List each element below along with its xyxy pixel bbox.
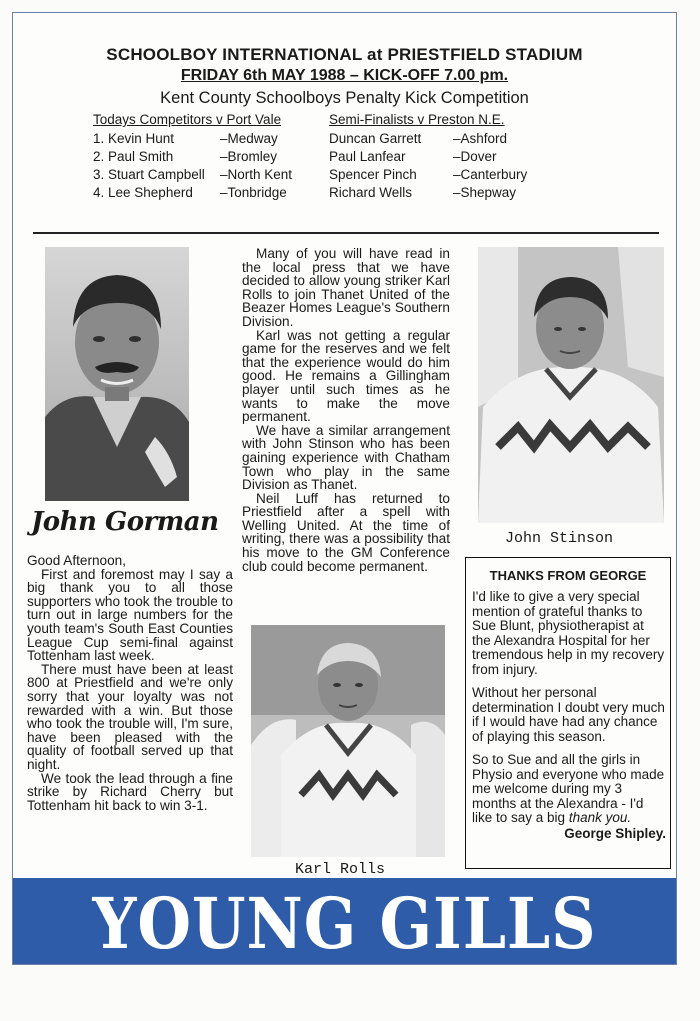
semi-finalist-name: Spencer Pinch xyxy=(329,167,417,182)
thanks-text: So to Sue and all the girls in Physio and everyone who made me welcome during my 3 months at the Alexandra - I'd like to say a big xyxy=(472,752,665,825)
competitors-heading: Todays Competitors v Port Vale xyxy=(93,112,282,127)
event-title: SCHOOLBOY INTERNATIONAL at PRIESTFIELD STADIUM xyxy=(106,45,583,64)
thanks-box xyxy=(465,557,671,869)
competitor-name: 2. Paul Smith xyxy=(93,149,174,164)
news-paragraph: Karl was not getting a regular game for the reserves and we felt that the experience would do him good. He remains a Gillingham player until such times as he wants to make the move permanent. xyxy=(242,327,450,425)
news-paragraph: We have a similar arrangement with John Stinson who has been gaining experience with Chatham Town who play in the same Division as Thanet. xyxy=(242,422,450,493)
semi-finalist-club: –Dover xyxy=(453,149,497,164)
karl-rolls-caption: Karl Rolls xyxy=(295,861,386,878)
semi-finalist-club: –Shepway xyxy=(453,185,517,200)
thanks-body xyxy=(472,590,666,850)
competitor-club: –Bromley xyxy=(220,149,278,164)
notes-paragraph: First and foremost may I say a big thank you to all those supporters who took the trouble to turn out in large numbers for the youth team's South East Counties League Cup semi-final against Tottenham last week. xyxy=(27,566,233,664)
thanks-paragraph: I'd like to give a very special mention of grateful thanks to Sue Blunt, physiotherapist at the Alexandra Hospital for her tremendous help in my recovery from injury. xyxy=(472,589,665,677)
club-news xyxy=(242,247,450,573)
news-paragraph: Many of you will have read in the local press that we have decided to allow young striker Karl Rolls to join Thanet United of the Beazer Homes League's Southern Division. xyxy=(242,246,450,329)
competitor-name: 3. Stuart Campbell xyxy=(93,167,205,182)
notes-paragraph: We took the lead through a fine strike by Richard Cherry but Tottenham hit back to win 3-1. xyxy=(27,770,233,813)
john-stinson-photo xyxy=(478,247,664,523)
young-gills-banner xyxy=(13,878,676,964)
semi-finalist-name: Duncan Garrett xyxy=(329,131,422,146)
manager-photo xyxy=(45,247,189,501)
semi-finalists-heading: Semi-Finalists v Preston N.E. xyxy=(329,112,505,127)
john-stinson-caption: John Stinson xyxy=(505,530,614,547)
semi-finalist-name: Richard Wells xyxy=(329,185,413,200)
competitor-name: 4. Lee Shepherd xyxy=(93,185,193,200)
competitor-club: –Tonbridge xyxy=(220,185,287,200)
semi-finalist-club: –Canterbury xyxy=(453,167,528,182)
competitor-club: –North Kent xyxy=(220,167,293,182)
semi-finalist-name: Paul Lanfear xyxy=(329,149,406,164)
banner-title: YOUNG GILLS xyxy=(92,882,597,965)
thanks-paragraph xyxy=(472,753,666,826)
thanks-emphasis: thank you. xyxy=(568,810,632,825)
manager-notes xyxy=(27,554,233,812)
event-subtitle: Kent County Schoolboys Penalty Kick Competition xyxy=(160,89,529,107)
manager-signature: John Gorman xyxy=(31,507,219,537)
thanks-title: THANKS FROM GEORGE xyxy=(489,568,647,583)
competitor-club: –Medway xyxy=(220,131,278,146)
news-paragraph: Neil Luff has returned to Priestfield after a spell with Welling United. At the time of writing, there was a possibility that his move to the GM Conference club could become permanent. xyxy=(242,490,450,574)
semi-finalist-club: –Ashford xyxy=(453,131,508,146)
notes-paragraph: There must have been at least 800 at Priestfield and we're only sorry that your loyalty was not rewarded with a win. But those who took the trouble will, I'm sure, have been pleased with the quality of football served up that night. xyxy=(27,661,233,772)
thanks-signoff: George Shipley. xyxy=(564,825,666,841)
greeting: Good Afternoon, xyxy=(27,553,127,568)
competitor-name: 1. Kevin Hunt xyxy=(93,131,175,146)
karl-rolls-photo xyxy=(251,625,445,857)
programme-page xyxy=(12,12,677,965)
header-divider xyxy=(33,232,659,234)
event-date: FRIDAY 6th MAY 1988 – KICK-OFF 7.00 pm. xyxy=(180,67,509,84)
thanks-paragraph: Without her personal determination I doubt very much if I would have had any chance of playing this season. xyxy=(472,685,665,744)
